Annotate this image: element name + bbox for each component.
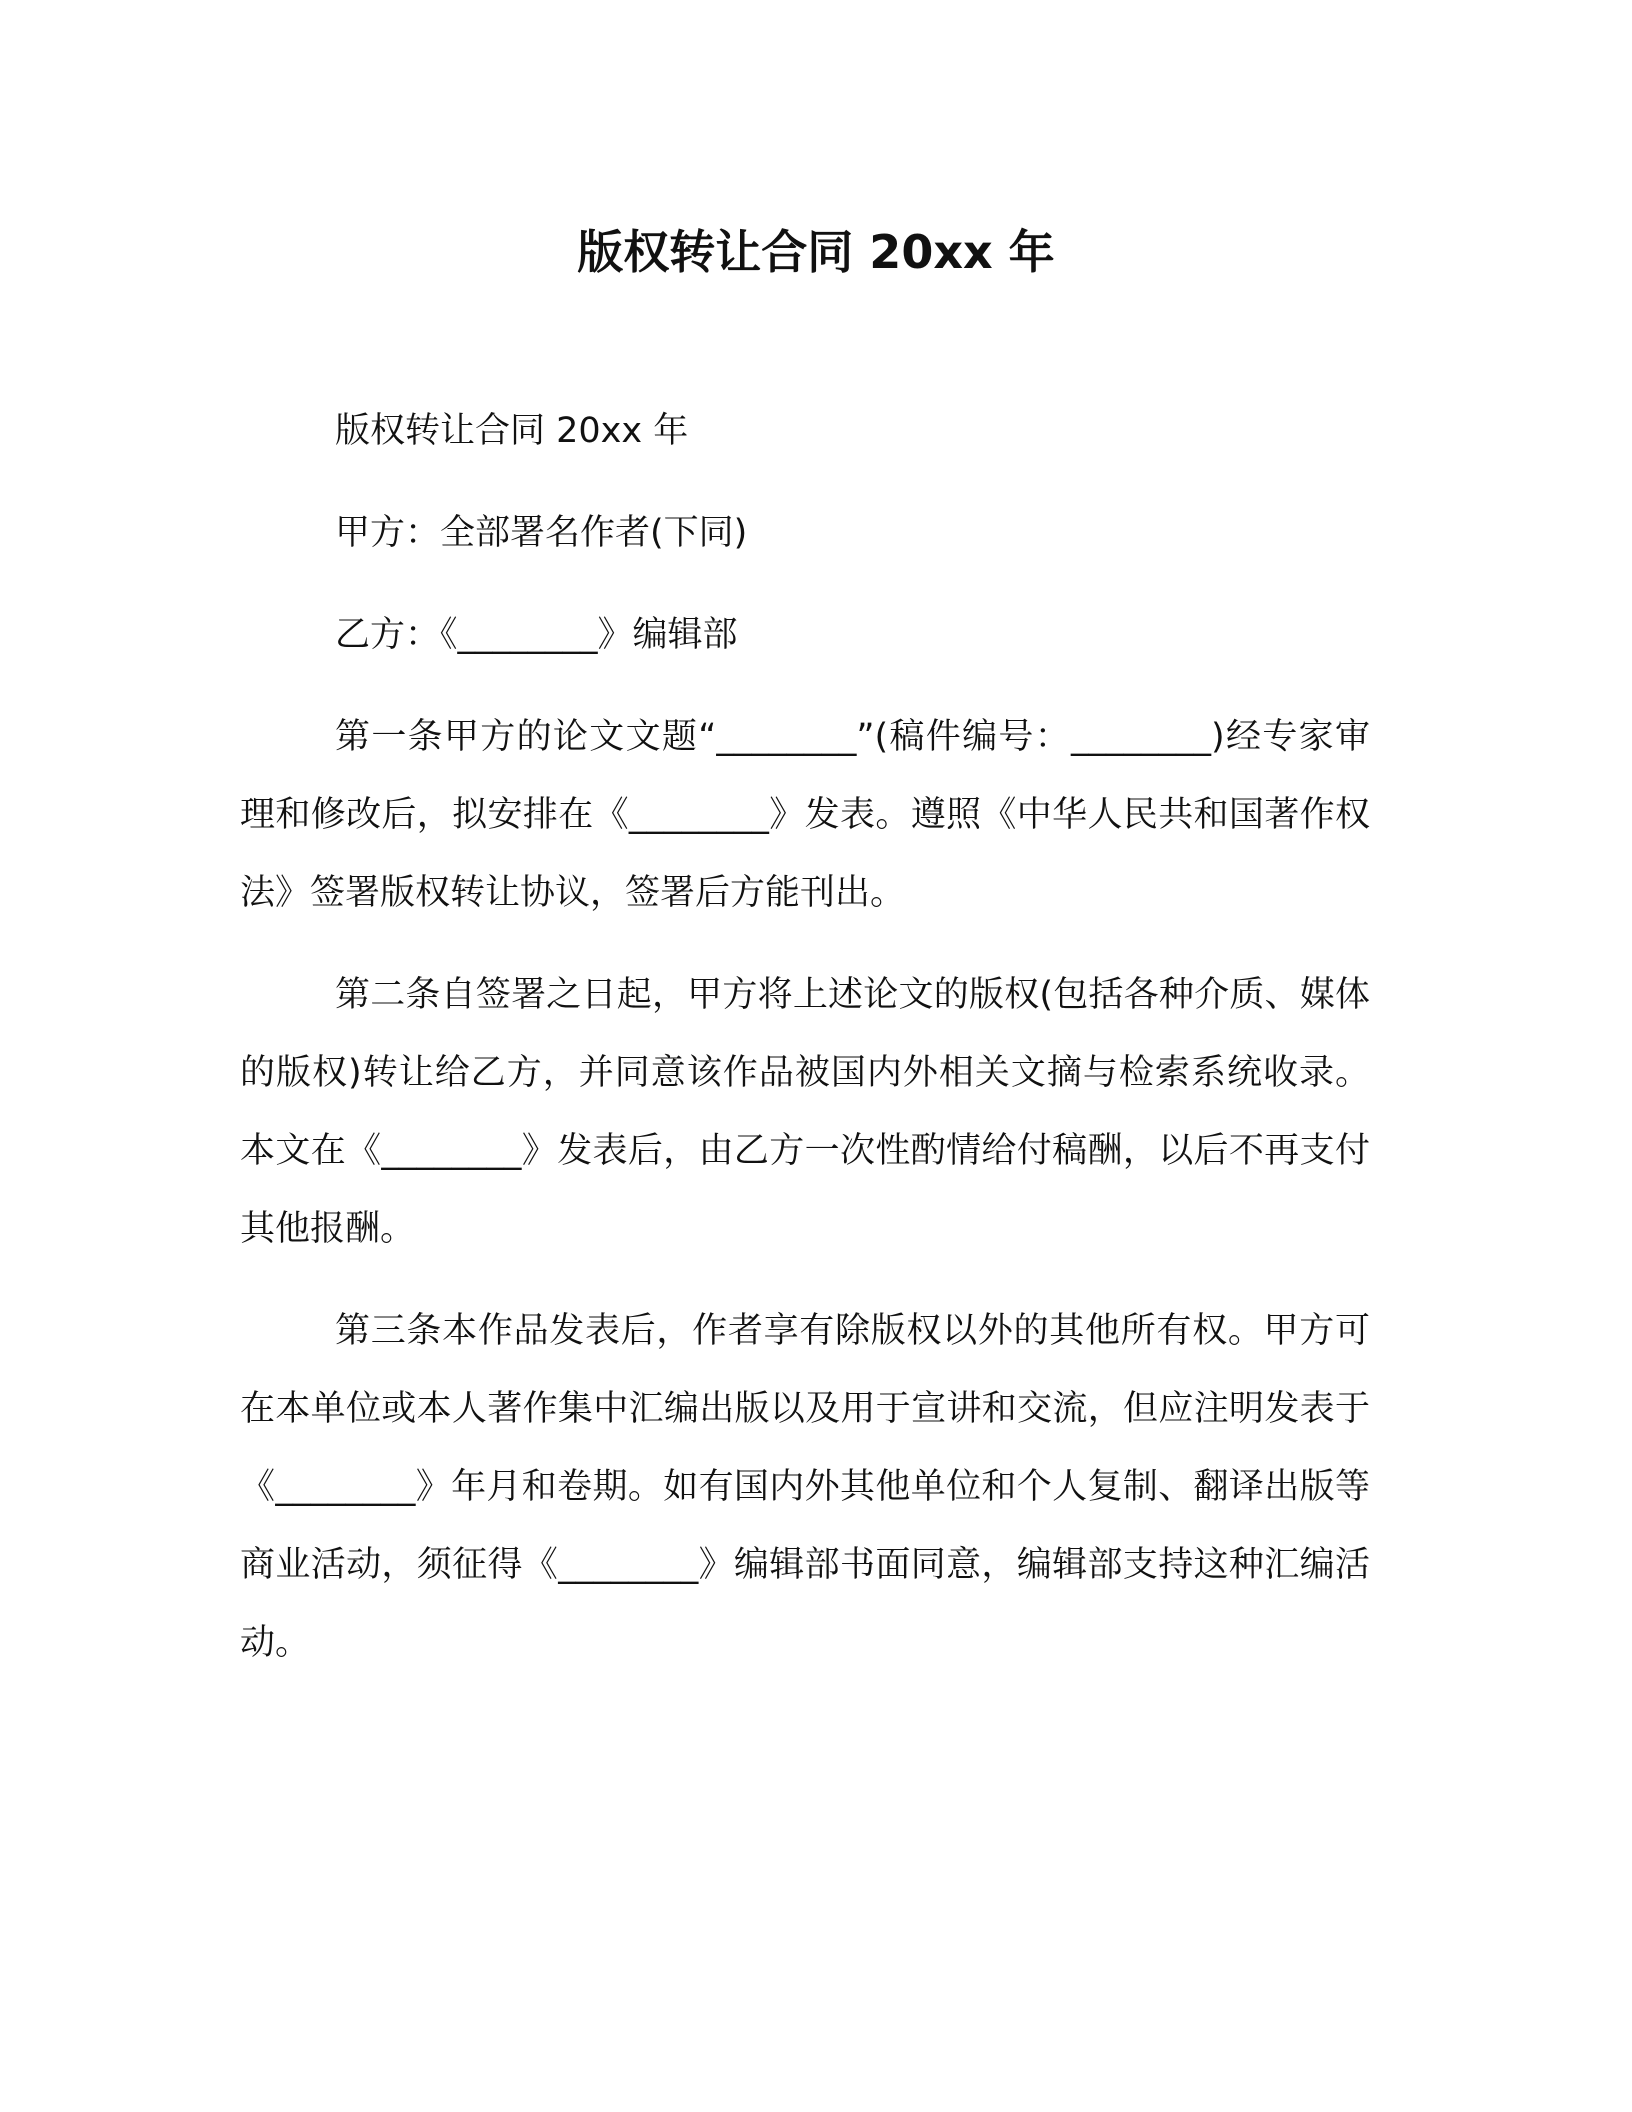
party-a-line: 甲方：全部署名作者(下同) [335, 513, 748, 553]
clause-1: 第一条甲方的论文文题“________”(稿件编号：________)经专家审理和修改后，拟安排在《________》发表。遵照《中华人民共和国著作权法》签署版权转让协议，签署后方能刊出。 [240, 717, 1370, 913]
document-body [240, 392, 1370, 1706]
clause-3: 第三条本作品发表后，作者享有除版权以外的其他所有权。甲方可在本单位或本人著作集中汇编出版以及用于宣讲和交流，但应注明发表于《________》年月和卷期。如有国内外其他单位和个人复制、翻译出版等商业活动，须征得《________》编辑部书面同意，编辑部支持这种汇编活动。 [240, 1311, 1370, 1663]
document-title: 版权转让合同 20xx 年 [577, 225, 1055, 279]
party-b-line: 乙方：《________》编辑部 [335, 615, 738, 655]
document-subtitle: 版权转让合同 20xx 年 [335, 411, 689, 451]
clause-2: 第二条自签署之日起，甲方将上述论文的版权(包括各种介质、媒体的版权)转让给乙方，并同意该作品被国内外相关文摘与检索系统收录。本文在《________》发表后，由乙方一次性酌情给付稿酬，以后不再支付其他报酬。 [240, 975, 1370, 1249]
